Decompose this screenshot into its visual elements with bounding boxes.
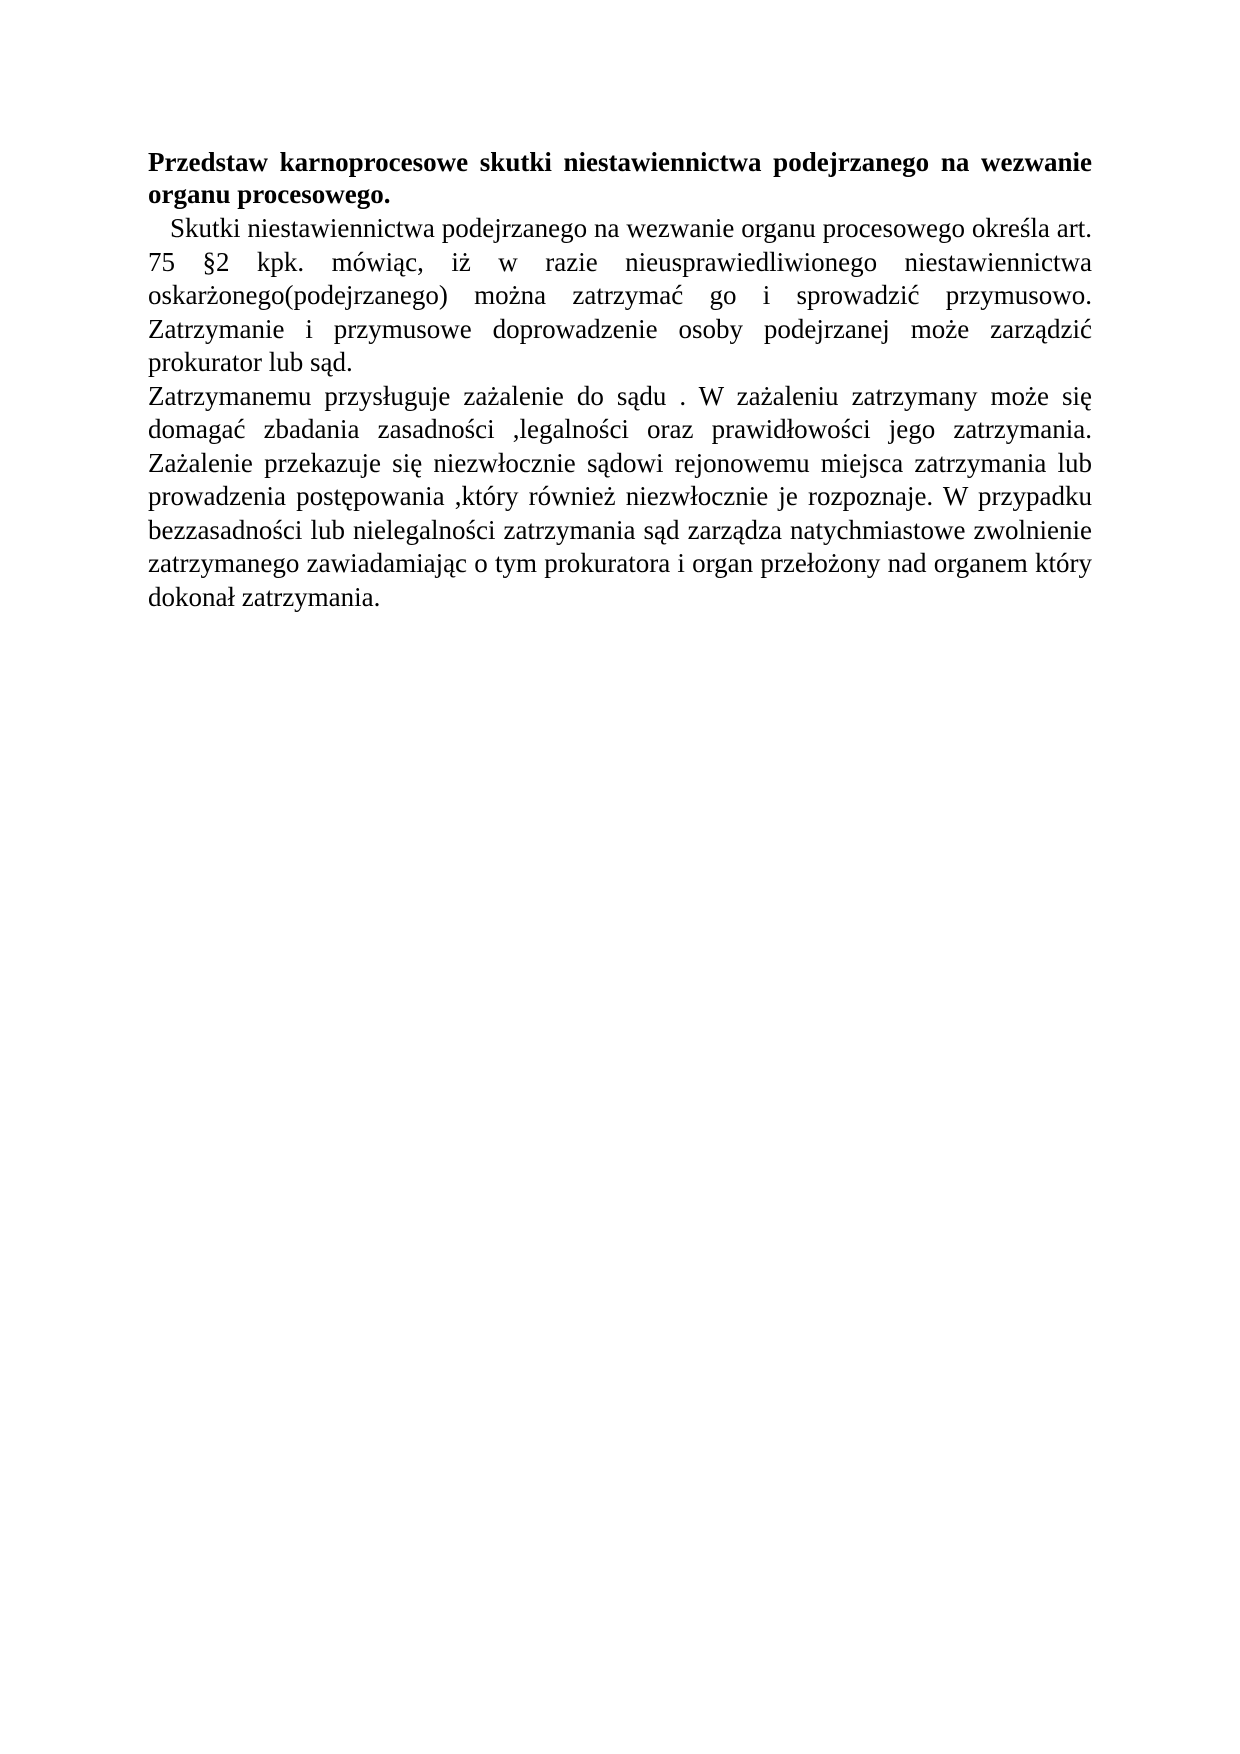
document-heading: Przedstaw karnoprocesowe skutki niestawiennictwa podejrzanego na wezwanie organu procesowego. [148, 147, 1092, 209]
document-body [148, 146, 1092, 614]
paragraph: Skutki niestawiennictwa podejrzanego na wezwanie organu procesowego określa art. 75 §2 kpk. mówiąc, iż w razie nieusprawiedliwionego niestawiennictwa oskarżonego(podejrzanego) można zatrzymać go i sprowadzić przymusowo. Zatrzymanie i przymusowe doprowadzenie osoby podejrzanej może zarządzić prokurator lub sąd. [148, 213, 1092, 377]
paragraph: Zatrzymanemu przysługuje zażalenie do sądu . W zażaleniu zatrzymany może się domagać zbadania zasadności ,legalności oraz prawidłowości jego zatrzymania. Zażalenie przekazuje się niezwłocznie sądowi rejonowemu miejsca zatrzymania lub prowadzenia postępowania ,który również niezwłocznie je rozpoznaje. W przypadku bezzasadności lub nielegalności zatrzymania sąd zarządza natychmiastowe zwolnienie zatrzymanego zawiadamiając o tym prokuratora i organ przełożony nad organem który dokonał zatrzymania. [148, 380, 1092, 612]
